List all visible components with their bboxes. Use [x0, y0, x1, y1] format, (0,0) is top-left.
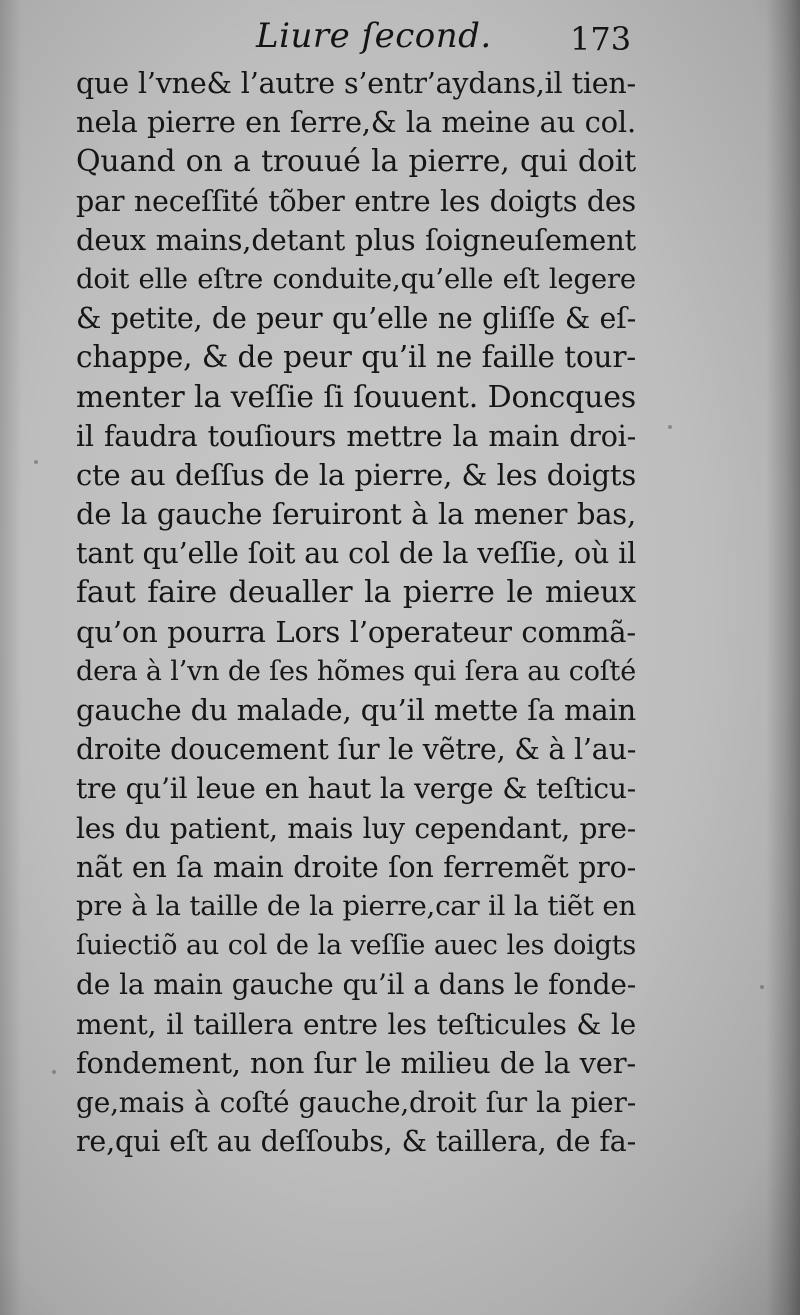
running-head-title: Liure ſecond.	[256, 16, 492, 56]
text-line: chappe, & de peur qu’il ne faille tour-	[76, 340, 636, 375]
text-line: que l’vne& l’autre s’entr’aydans,il tien-	[76, 67, 636, 100]
text-line: nãt en ſa main droite ſon ferremẽt pro-	[76, 850, 636, 884]
running-head	[0, 10, 800, 70]
text-line: & petite, de peur qu’elle ne gliſſe & eſ-	[76, 302, 636, 336]
text-line: deux mains,detant plus ſoigneuſement	[76, 222, 636, 257]
paper-speck	[760, 985, 764, 989]
text-line: de la gauche ſeruiront à la mener bas,	[76, 497, 636, 532]
text-line: par neceſſité tõber entre les doigts des	[76, 184, 636, 218]
text-line: re,qui eſt au deſſoubs, & taillera, de fa-	[76, 1125, 636, 1159]
page-left-shadow	[0, 0, 22, 1315]
text-line: Quand on a trouué la pierre, qui doit	[76, 144, 636, 180]
text-line: tre qu’il leue en haut la verge & teſticu-	[76, 772, 636, 806]
text-line: doit elle eſtre conduite,qu’elle eſt legere	[76, 262, 636, 295]
text-line: ge,mais à coſté gauche,droit ſur la pier-	[76, 1085, 636, 1119]
text-line: il faudra touſiours mettre la main droi-	[76, 419, 636, 453]
paper-speck	[34, 460, 38, 464]
text-line: qu’on pourra Lors l’operateur commã-	[76, 614, 636, 649]
body-text	[76, 64, 636, 1161]
text-line: tant qu’elle ſoit au col de la veſſie, où il	[76, 537, 636, 571]
text-line: ment, il taillera entre les teſticules & le	[76, 1007, 636, 1041]
paper-speck	[52, 1070, 56, 1074]
text-line: droite doucement ſur le vẽtre, & à l’au-	[76, 733, 637, 767]
text-line: pre à la taille de la pierre,car il la tiẽt en	[76, 889, 636, 922]
text-line: ſuiectiõ au col de la veſſie auec les doigts	[76, 930, 636, 962]
text-line: de la main gauche qu’il a dans le fonde-	[76, 968, 636, 1002]
text-line: dera à l’vn de ſes hõmes qui ſera au coſté	[76, 655, 636, 687]
text-line: gauche du malade, qu’il mette ſa main	[76, 693, 636, 727]
text-line: faut faire deualler la pierre le mieux	[76, 575, 636, 611]
text-line: les du patient, mais luy cependant, pre-	[76, 811, 636, 845]
text-line: nela pierre en ſerre,& la meine au col.	[76, 105, 636, 140]
page-number: 173	[570, 20, 632, 58]
paper-speck	[668, 425, 672, 429]
page-right-shadow	[766, 0, 800, 1315]
text-line: cte au deſſus de la pierre, & les doigts	[76, 457, 636, 492]
text-line: menter la veſſie ſi ſouuent. Doncques	[76, 379, 636, 415]
text-line: fondement, non ſur le milieu de la ver-	[76, 1045, 636, 1080]
